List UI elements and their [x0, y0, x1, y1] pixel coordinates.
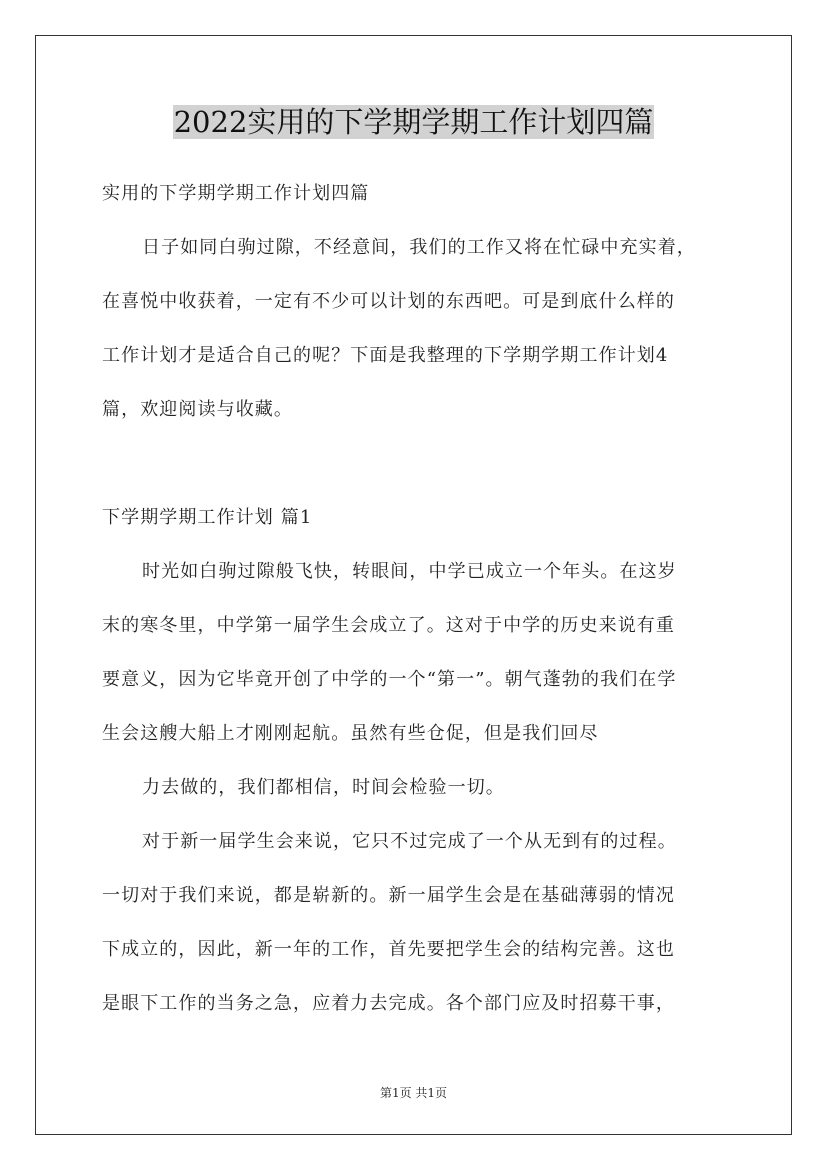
document-title-text: 2022实用的下学期学期工作计划四篇 — [173, 105, 654, 139]
paragraph-line: 要意义，因为它毕竟开创了中学的一个“第一”。朝气蓬勃的我们在学 — [102, 669, 677, 690]
intro-line: 工作计划才是适合自己的呢？下面是我整理的下学期学期工作计划4 — [102, 345, 669, 366]
paragraph-line: 末的寒冬里，中学第一届学生会成立了。这对于中学的历史来说有重 — [102, 615, 675, 636]
paragraph-line: 生会这艘大船上才刚刚起航。虽然有些仓促，但是我们回尽 — [102, 723, 599, 744]
intro-line: 在喜悦中收获着，一定有不少可以计划的东西吧。可是到底什么样的 — [102, 291, 675, 312]
document-subtitle: 实用的下学期学期工作计划四篇 — [102, 183, 370, 204]
document-title — [0, 103, 827, 141]
page-footer: 第1页 共1页 — [379, 1086, 448, 1100]
paragraph-line: 力去做的，我们都相信，时间会检验一切。 — [142, 777, 505, 798]
paragraph-line: 一切对于我们来说，都是崭新的。新一届学生会是在基础薄弱的情况 — [102, 885, 675, 906]
paragraph-line: 时光如白驹过隙般飞快，转眼间，中学已成立一个年头。在这岁 — [142, 561, 677, 582]
paragraph-line: 对于新一届学生会来说，它只不过完成了一个从无到有的过程。 — [142, 831, 677, 852]
paragraph-line: 是眼下工作的当务之急，应着力去完成。各个部门应及时招募干事， — [102, 993, 675, 1014]
paragraph-line: 下成立的，因此，新一年的工作，首先要把学生会的结构完善。这也 — [102, 939, 675, 960]
section-heading: 下学期学期工作计划 篇1 — [102, 507, 313, 528]
intro-line: 日子如同白驹过隙，不经意间，我们的工作又将在忙碌中充实着， — [142, 237, 696, 258]
intro-line: 篇，欢迎阅读与收藏。 — [102, 399, 293, 420]
